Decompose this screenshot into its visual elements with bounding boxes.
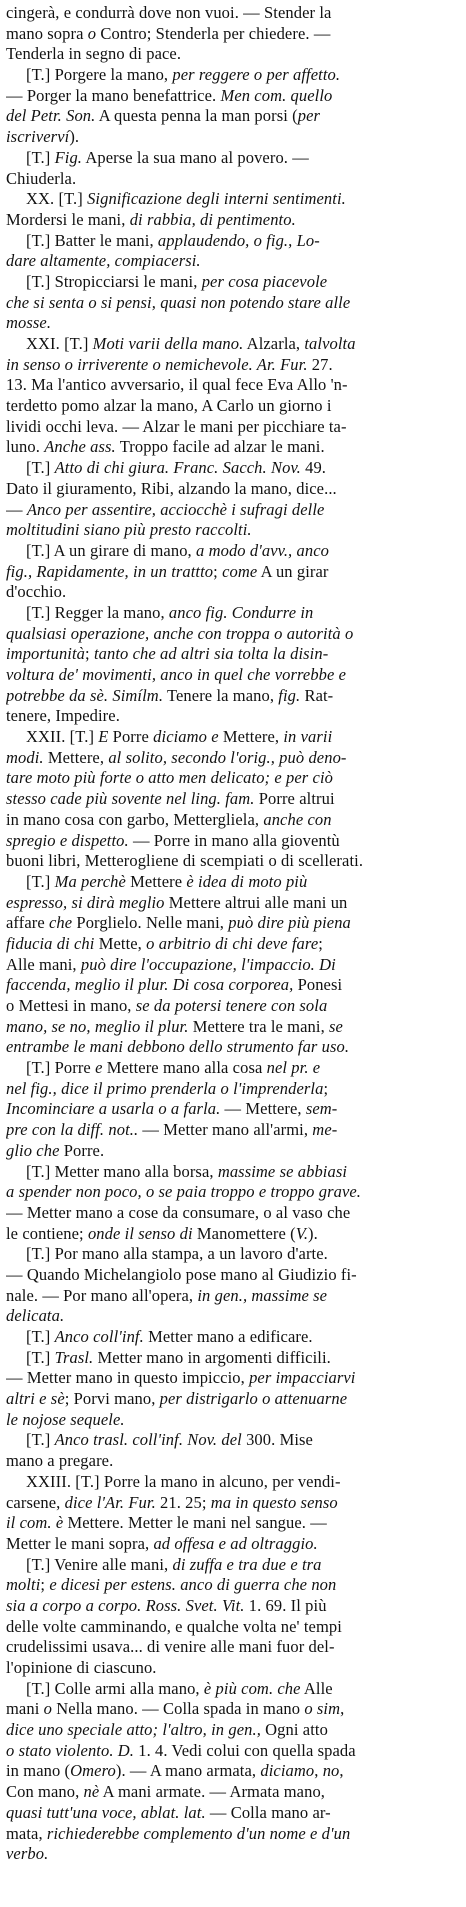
italic-text: fiducia di chi [6, 933, 95, 953]
text-line [6, 1824, 460, 1845]
text-segment: 1. 69. Il più [244, 1595, 327, 1615]
text-segment: mano a pregare. [6, 1451, 114, 1471]
italic-text: entrambe le mani debbono dello strumento far uso. [6, 1037, 350, 1057]
text-line [6, 810, 460, 831]
italic-text: dare altamente, compiacersi. [6, 251, 201, 271]
text-segment: Alzarla, [243, 334, 305, 353]
italic-text: molti [6, 1575, 41, 1595]
text-line [6, 1058, 460, 1079]
text-segment: Tenere la mano, [163, 685, 279, 705]
text-segment: XXIII. [T.] Porre la mano in alcuno, per vendi- [26, 1471, 341, 1491]
text-segment: Metter le mani sopra, [6, 1533, 154, 1553]
text-segment: delle volte camminando, e qualche volta ne' tempi [6, 1616, 342, 1636]
text-segment: [T.] [26, 147, 55, 167]
text-segment: Mettere altrui alle mani un [164, 892, 348, 912]
text-line [6, 996, 460, 1017]
text-segment: mano sopra [6, 23, 88, 43]
text-segment: d'occhio. [6, 582, 67, 602]
text-segment: l'opinione di ciascuno. [6, 1658, 157, 1677]
text-line [6, 479, 460, 500]
text-segment: XXII. [T.] [26, 727, 99, 747]
text-line [6, 768, 460, 789]
text-line [6, 1534, 460, 1555]
text-segment: ). — A mano armata, [115, 1761, 261, 1781]
italic-text: è idea di moto più [186, 871, 308, 891]
italic-text: quasi tutt'una voce, ablat. lat. [6, 1802, 206, 1822]
italic-text: le nojose sequele. [6, 1409, 125, 1429]
text-segment: [T.] [26, 871, 55, 891]
text-segment: ; [318, 933, 323, 953]
text-segment: , [339, 1761, 344, 1781]
text-line [6, 231, 460, 252]
text-line [6, 1782, 460, 1803]
text-segment: ). [69, 127, 80, 147]
text-segment: in mano ( [6, 1761, 71, 1781]
text-line [6, 355, 460, 376]
text-line [6, 210, 460, 231]
text-line [6, 1472, 460, 1493]
italic-text: V. [295, 1223, 309, 1243]
text-segment: — Metter mano all'armi, [138, 1120, 313, 1140]
text-line [6, 1203, 460, 1224]
italic-text: in senso o irriverente o nemichevole. Ar. Fur. [6, 354, 308, 374]
italic-text: iscriverví [6, 127, 70, 147]
italic-text: pre con la diff. not.. [6, 1120, 139, 1140]
text-segment: XX. [T.] [26, 189, 88, 209]
italic-text: Significazione degli interni sentimenti. [87, 189, 346, 209]
text-line [6, 189, 460, 210]
text-line [6, 44, 460, 65]
italic-text: per impacciarvi [249, 1368, 356, 1388]
text-line [6, 417, 460, 438]
italic-text: Anco trasl. coll'inf. Nov. del [54, 1430, 242, 1450]
text-segment: 13. Ma l'antico avversario, il qual fece Eva Allo 'n- [6, 375, 348, 395]
text-line [6, 3, 460, 24]
text-segment: o Mettesi in mano, [6, 996, 136, 1015]
italic-text: Anco coll'inf. [54, 1327, 144, 1346]
text-line [6, 1368, 460, 1389]
italic-text: moltitudini siano più presto raccolti. [6, 520, 252, 540]
italic-text: richiederebbe complemento d'un nome e d'un [46, 1823, 351, 1843]
italic-text: che [48, 913, 73, 933]
italic-text: glio che [6, 1140, 60, 1160]
italic-text: diciamo e [153, 727, 219, 747]
text-segment: buoni libri, Metterogliene di scempiati o di scellerati. [6, 851, 364, 871]
italic-text: il com. è [6, 1513, 64, 1533]
text-line [6, 1803, 460, 1824]
text-line [6, 1596, 460, 1617]
text-line [6, 1658, 460, 1679]
text-segment: Con mano, [6, 1782, 84, 1802]
text-line [6, 748, 460, 769]
italic-text: Trasl. [54, 1347, 94, 1367]
italic-text: mano, se no, meglio il plur. [6, 1016, 189, 1036]
text-segment: Mordersi le mani, [6, 209, 130, 229]
text-segment: — Colla mano ar- [205, 1802, 331, 1822]
text-line [6, 1224, 460, 1245]
text-line [6, 665, 460, 686]
text-line [6, 65, 460, 86]
text-segment: , [314, 1761, 323, 1781]
text-line [6, 1265, 460, 1286]
italic-text: stesso cade più sovente nel ling. fam. [6, 789, 255, 809]
italic-text: che si senta o si pensi, quasi non potendo stare alle [6, 292, 351, 312]
italic-text: sem- [305, 1099, 338, 1119]
italic-text: Moti varii della mano. [92, 334, 244, 353]
italic-text: mosse. [6, 313, 52, 333]
text-line [6, 1162, 460, 1183]
text-segment: A questa penna la man porsi ( [95, 106, 298, 126]
italic-text: dice uno speciale atto; l'altro, in gen., [6, 1720, 261, 1740]
text-segment: [T.] [26, 1430, 55, 1450]
text-line [6, 582, 460, 603]
text-line [6, 272, 460, 293]
text-line [6, 1720, 460, 1741]
text-segment: — Metter mano a cose da consumare, o al vaso che [6, 1202, 351, 1222]
text-segment: Porre. [59, 1140, 105, 1160]
text-segment: [T.] Metter mano alla borsa, [26, 1161, 218, 1181]
italic-text: in gen., massime se [197, 1285, 328, 1305]
italic-text: a modo d'avv., anco [196, 540, 329, 560]
text-line [6, 169, 460, 190]
text-line [6, 624, 460, 645]
italic-text: di rabbia, di pentimento. [129, 209, 296, 229]
italic-text: Omero [70, 1761, 116, 1781]
text-line [6, 1617, 460, 1638]
italic-text: voltura de' movimenti, anco in quel che vorrebbe e [6, 665, 347, 684]
text-line [6, 1430, 460, 1451]
text-segment: Ponesi [293, 975, 343, 995]
italic-text: come [222, 561, 258, 581]
italic-text: Anche ass. [44, 437, 116, 457]
text-line [6, 375, 460, 396]
text-line [6, 934, 460, 955]
text-line [6, 913, 460, 934]
text-segment: 21. 25; [155, 1492, 211, 1512]
text-segment: — Mettere, [220, 1099, 306, 1119]
text-line [6, 313, 460, 334]
italic-text: per distrigarlo o attenuarne [159, 1389, 348, 1409]
text-line [6, 562, 460, 583]
text-line [6, 1348, 460, 1369]
text-segment: , [340, 1699, 345, 1719]
text-line [6, 251, 460, 272]
text-line [6, 1493, 460, 1514]
italic-text: fig., Rapidamente, in un trattto [6, 561, 214, 581]
italic-text: di zuffa e tra due e tra [172, 1554, 322, 1574]
text-segment: mani [6, 1699, 44, 1719]
italic-text: E [98, 727, 109, 747]
italic-text: tanto che ad altri sia tolta la disin- [93, 644, 329, 664]
text-segment: 27. [307, 354, 333, 374]
italic-text: per [297, 106, 321, 126]
italic-text: verbo. [6, 1844, 49, 1864]
italic-text: o [87, 23, 97, 43]
text-line [6, 1120, 460, 1141]
text-segment: Metter mano a edificare. [143, 1327, 313, 1346]
text-segment: Mettere tra le mani, [188, 1016, 330, 1036]
text-line [6, 1410, 460, 1431]
italic-text: ad offesa e ad oltraggio. [153, 1533, 318, 1553]
text-line [6, 872, 460, 893]
italic-text: Ma perchè [54, 871, 126, 891]
italic-text: nè [83, 1782, 100, 1802]
text-segment: ; [213, 561, 223, 581]
text-segment: Mette, [94, 933, 147, 953]
text-line [6, 686, 460, 707]
italic-text: e [95, 1058, 103, 1078]
text-segment: ; Porvi mano, [64, 1389, 160, 1409]
text-line [6, 644, 460, 665]
text-line [6, 893, 460, 914]
italic-text: al solito, secondo l'orig., può deno- [108, 747, 347, 767]
italic-text: se [329, 1016, 343, 1036]
text-line [6, 500, 460, 521]
italic-text: no [322, 1761, 340, 1781]
text-segment: Porre altrui [254, 789, 335, 809]
italic-text: può dire l'occupazione, l'impaccio. Di [80, 954, 336, 974]
text-line [6, 396, 460, 417]
text-segment: [T.] Por mano alla stampa, a un lavoro d'arte. [26, 1244, 328, 1264]
text-segment: Mettere, [218, 727, 284, 747]
text-segment: Manomettere ( [192, 1223, 296, 1243]
text-line [6, 127, 460, 148]
text-segment: cingerà, e condurrà dove non vuoi. — Stender la [6, 3, 332, 22]
text-line [6, 1306, 460, 1327]
text-line [6, 975, 460, 996]
italic-text: applaudendo, o fig., Lo- [157, 230, 320, 250]
text-segment: — [6, 499, 27, 519]
italic-text: per cosa piacevole [201, 271, 328, 291]
text-line [6, 1555, 460, 1576]
text-segment: Dato il giuramento, Ribi, alzando la mano, dice... [6, 478, 337, 498]
text-segment: 1. 4. Vedi colui con quella spada [134, 1740, 356, 1760]
italic-text: nel pr. e [266, 1058, 321, 1078]
text-line [6, 1141, 460, 1162]
italic-text: Anco per assentire, acciocchè i sufragi delle [26, 499, 325, 519]
text-segment: Mettere mano alla cosa [102, 1058, 267, 1078]
text-segment: [T.] A un girare di mano, [26, 540, 197, 560]
italic-text: importunità [6, 644, 86, 664]
text-segment: crudelissimi usava... di venire alle mani fuor del- [6, 1637, 335, 1657]
italic-text: fig. [278, 685, 301, 705]
text-segment: in mano cosa con garbo, Mettergliela, [6, 809, 264, 829]
text-segment: Troppo facile ad alzar le mani. [115, 437, 325, 457]
text-line [6, 1017, 460, 1038]
text-line [6, 293, 460, 314]
text-segment: 300. Mise [241, 1430, 313, 1450]
text-segment: Alle mani, [6, 954, 81, 974]
italic-text: faccenda, meglio il plur. Di cosa corporea, [6, 975, 294, 995]
text-segment: 49. [300, 458, 327, 478]
text-line [6, 1327, 460, 1348]
text-segment: XXI. [T.] [26, 334, 93, 353]
text-line [6, 106, 460, 127]
text-segment: [T.] Batter le mani, [26, 230, 158, 250]
text-segment: [T.] Stropicciarsi le mani, [26, 271, 202, 291]
italic-text: o [43, 1699, 52, 1719]
text-segment: Aperse la sua mano al povero. — [82, 147, 309, 167]
text-line [6, 1699, 460, 1720]
italic-text: Fig. [54, 147, 83, 167]
text-line [6, 1741, 460, 1762]
text-segment: tenere, Impedire. [6, 706, 120, 726]
text-segment: Chiuderla. [6, 168, 77, 188]
text-segment: carsene, [6, 1492, 65, 1512]
text-line [6, 1637, 460, 1658]
italic-text: altri e sè [6, 1389, 65, 1409]
text-line [6, 1099, 460, 1120]
text-line [6, 1079, 460, 1100]
text-segment: affare [6, 913, 49, 933]
text-segment: [T.] Porgere la mano, [26, 65, 173, 85]
italic-text: a spender non poco, o se paia troppo e troppo grave. [6, 1182, 362, 1202]
text-line [6, 1389, 460, 1410]
text-segment: A un girar [257, 561, 329, 581]
text-segment: [T.] Porre [26, 1058, 96, 1078]
italic-text: può dire più piena [228, 913, 351, 933]
text-line [6, 437, 460, 458]
text-line [6, 334, 460, 355]
text-line [6, 706, 460, 727]
italic-text: talvolta [304, 334, 356, 353]
text-segment: lividi occhi leva. — Alzar le mani per picchiare ta- [6, 416, 347, 436]
italic-text: massime se abbiasi [217, 1161, 348, 1181]
text-segment: — Porre in mano alla gioventù [128, 830, 340, 850]
text-line [6, 831, 460, 852]
text-line [6, 458, 460, 479]
text-segment: [T.] Venire alle mani, [26, 1554, 173, 1574]
text-segment: Mettere [125, 871, 187, 891]
text-segment: Alle [300, 1678, 333, 1698]
text-line [6, 148, 460, 169]
text-segment: ; [40, 1575, 50, 1595]
text-line [6, 1244, 460, 1265]
text-line [6, 1286, 460, 1307]
italic-text: anche con [263, 809, 332, 829]
text-segment: nale. — Por mano all'opera, [6, 1285, 198, 1305]
text-line [6, 1761, 460, 1782]
italic-text: modi. [6, 747, 44, 767]
italic-text: e dicesi per estens. anco di guerra che non [49, 1575, 337, 1595]
text-segment: Nella mano. — Colla spada in mano [51, 1699, 305, 1719]
text-line [6, 1182, 460, 1203]
text-line [6, 1037, 460, 1058]
text-segment: mata, [6, 1823, 47, 1843]
text-segment: [T.] Colle armi alla mano, [26, 1678, 204, 1698]
text-segment: terdetto pomo alzar la mano, A Carlo un giorno i [6, 396, 332, 416]
italic-text: espresso, si dirà meglio [6, 892, 165, 912]
italic-text: del Petr. Son. [6, 106, 96, 126]
text-segment: Contro; Stenderla per chiedere. — [96, 23, 331, 43]
text-segment: Mettere. Metter le mani nel sangue. — [63, 1513, 327, 1533]
text-line [6, 1844, 460, 1865]
text-segment: Ogni atto [260, 1720, 328, 1740]
text-segment: — Metter mano in questo impiccio, [6, 1368, 250, 1388]
text-segment: ; [323, 1078, 329, 1098]
text-segment: [T.] Regger la mano, [26, 602, 169, 622]
italic-text: qualsiasi operazione, anche con troppa o autorità o [6, 623, 354, 643]
text-segment: Porglielo. Nelle mani, [72, 913, 229, 933]
text-segment: A mani armate. — Armata mano, [99, 1782, 326, 1802]
text-line [6, 86, 460, 107]
italic-text: onde il senso di [87, 1223, 193, 1243]
text-line [6, 1679, 460, 1700]
text-segment: le contiene; [6, 1223, 88, 1243]
text-segment: luno. [6, 437, 45, 457]
italic-text: Men com. quello [220, 85, 333, 105]
italic-text: nel fig., dice il primo prenderla o l'imprenderla [6, 1078, 324, 1098]
italic-text: Atto di chi giura. Franc. Sacch. Nov. [54, 458, 301, 478]
italic-text: o stato violento. D. [6, 1740, 135, 1760]
text-line [6, 24, 460, 45]
text-line [6, 520, 460, 541]
text-segment: ; [85, 644, 94, 664]
text-segment: ). [308, 1223, 318, 1243]
text-line [6, 789, 460, 810]
italic-text: dice l'Ar. Fur. [64, 1492, 156, 1512]
italic-text: anco fig. Condurre in [168, 602, 314, 622]
text-segment: Mettere, [43, 747, 109, 767]
italic-text: Incominciare a usarla o a farla. [6, 1099, 221, 1119]
italic-text: sia a corpo a corpo. Ross. Svet. Vit. [6, 1595, 245, 1615]
italic-text: o sim [304, 1699, 341, 1719]
text-line [6, 541, 460, 562]
text-line [6, 1451, 460, 1472]
text-segment: — Porger la mano benefattrice. [6, 85, 221, 105]
italic-text: ma in questo senso [210, 1492, 338, 1512]
text-segment: Porre [108, 727, 154, 747]
italic-text: potrebbe da sè. Simílm. [6, 685, 164, 705]
italic-text: tare moto più forte o atto men delicato; e per ciò [6, 768, 333, 788]
text-segment: — Quando Michelangiolo pose mano al Giudizio fi- [6, 1264, 357, 1284]
italic-text: o arbitrio di chi deve fare [146, 933, 319, 953]
text-line [6, 851, 460, 872]
text-line [6, 955, 460, 976]
text-line [6, 727, 460, 748]
italic-text: diciamo [260, 1761, 315, 1781]
text-line [6, 1575, 460, 1596]
italic-text: se da potersi tenere con sola [135, 996, 328, 1015]
italic-text: spregio e dispetto. [6, 830, 129, 850]
text-segment: [T.] [26, 1347, 55, 1367]
text-line [6, 603, 460, 624]
text-segment: [T.] [26, 458, 55, 478]
text-line [6, 1513, 460, 1534]
italic-text: è più com. che [203, 1678, 301, 1698]
italic-text: me- [312, 1120, 338, 1140]
italic-text: per reggere o per affetto. [172, 65, 341, 85]
text-segment: [T.] [26, 1327, 55, 1346]
text-segment: Rat- [300, 685, 334, 705]
italic-text: in varii [283, 727, 333, 747]
text-segment: Tenderla in segno di pace. [6, 44, 182, 64]
italic-text: delicata. [6, 1306, 65, 1326]
text-segment: Metter mano in argomenti difficili. [93, 1347, 331, 1367]
